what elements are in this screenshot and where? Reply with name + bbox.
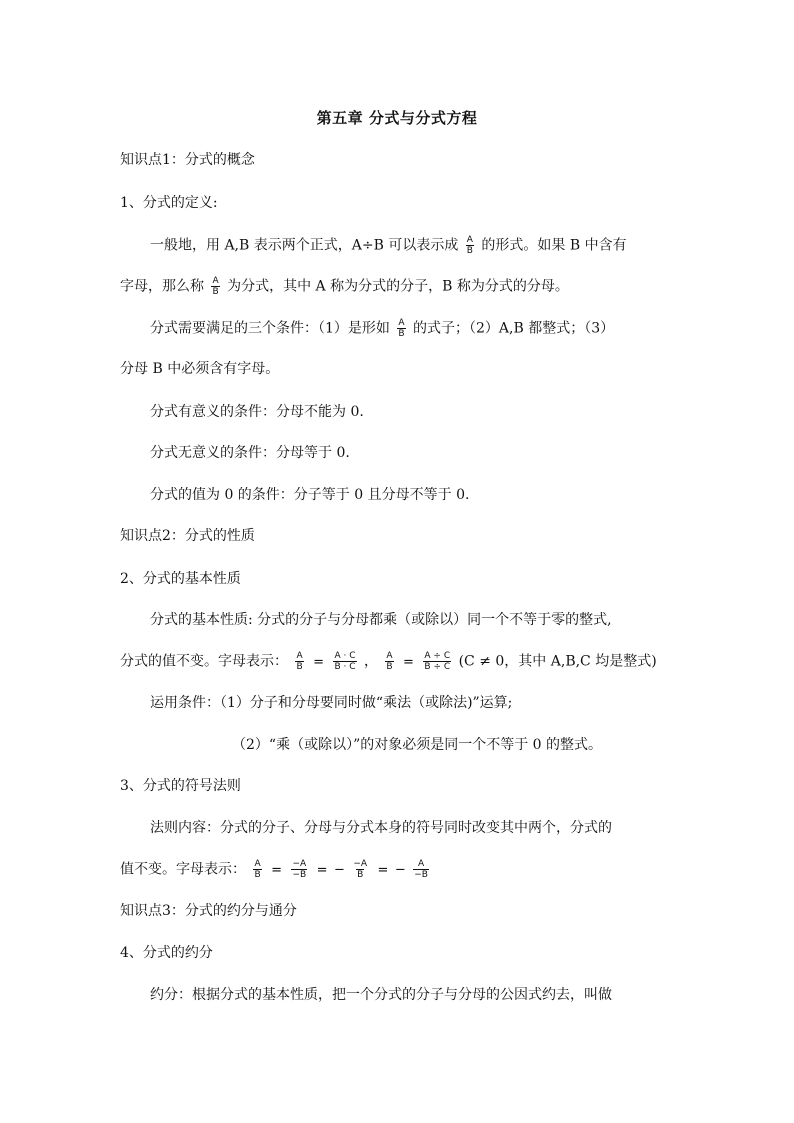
- paragraph-basic-property-line-2: [120, 651, 657, 673]
- minus-sign: −: [333, 862, 345, 878]
- numerator: −A: [353, 859, 368, 869]
- equals-sign: =: [377, 862, 389, 878]
- fraction-a-over-b: [253, 859, 261, 880]
- fraction-nega-over-b: [352, 859, 368, 880]
- denominator: B: [386, 662, 393, 672]
- paragraph-usage-condition-2: （2）“乘（或除以）”的对象必须是同一个不等于 0 的整式。: [232, 737, 603, 753]
- text-run: 字母，那么称: [120, 278, 204, 295]
- text-run: 值不变。字母表示：: [120, 861, 246, 878]
- fraction-a-over-b: [466, 235, 474, 256]
- numerator: A: [386, 651, 393, 661]
- equals-sign: =: [316, 862, 328, 878]
- equals-sign: =: [403, 654, 414, 670]
- subsection-heading-4: 4、分式的约分: [120, 945, 213, 961]
- numerator: A: [254, 859, 261, 869]
- paragraph-definition-line-1: [150, 235, 627, 256]
- fraction-a-over-b: [211, 276, 219, 297]
- text-run: (C ≠ 0，其中 A,B,C 均是整式): [458, 653, 657, 670]
- fraction-a-over-b: [385, 651, 393, 672]
- minus-sign: −: [394, 862, 406, 878]
- fraction-adc-over-bdc: [423, 651, 451, 672]
- paragraph-sign-rule-line-2: [120, 859, 432, 881]
- text-run: 为分式，其中 A 称为分式的分子，B 称为分式的分母。: [227, 278, 569, 295]
- numerator: A: [466, 235, 473, 245]
- section-heading-knowledge-2: 知识点2：分式的性质: [120, 528, 255, 544]
- text-run: 一般地，用 A,B 表示两个正式，A÷B 可以表示成: [150, 237, 459, 254]
- paragraph-usage-condition-1: 运用条件：（1）分子和分母要同时做“乘法（或除法)”运算;: [150, 695, 513, 711]
- comma: ，: [363, 653, 378, 670]
- paragraph-meaningless-condition: 分式无意义的条件：分母等于 0.: [150, 445, 350, 461]
- denominator: B ÷ C: [424, 662, 451, 672]
- text-run: 分式需要满足的三个条件：（1）是形如: [150, 320, 390, 337]
- numerator: A: [296, 651, 303, 661]
- fraction-a-over-b: [397, 318, 405, 339]
- denominator: B: [357, 870, 364, 880]
- denominator: −B: [414, 870, 428, 880]
- fraction-ac-over-bc: [333, 651, 356, 672]
- fraction-a-over-b: [295, 651, 303, 672]
- numerator: A: [398, 318, 405, 328]
- paragraph-basic-property-line-1: 分式的基本性质: 分式的分子与分母都乘（或除以）同一个不等于零的整式,: [150, 612, 612, 628]
- denominator: −B: [292, 870, 307, 880]
- denominator: B: [212, 287, 219, 297]
- text-run: 的式子；（2）A,B 都整式；（3）: [413, 320, 615, 337]
- denominator: B: [466, 246, 473, 256]
- page-title: 第五章 分式与分式方程: [316, 109, 478, 127]
- denominator: B · C: [334, 662, 356, 672]
- subsection-heading-1: 1、分式的定义:: [120, 195, 218, 211]
- paragraph-reduction-line-1: 约分：根据分式的基本性质，把一个分式的分子与分母的公因式约去，叫做: [150, 987, 612, 1003]
- paragraph-definition-line-2: [120, 276, 569, 297]
- paragraph-conditions-line-2: 分母 B 中必须含有字母。: [120, 361, 280, 377]
- section-heading-knowledge-3: 知识点3：分式的约分与通分: [120, 903, 297, 919]
- denominator: B: [296, 662, 303, 672]
- subsection-heading-3: 3、分式的符号法则: [120, 778, 241, 794]
- numerator: A: [417, 859, 425, 869]
- numerator: A ÷ C: [424, 651, 451, 661]
- numerator: A · C: [334, 651, 356, 661]
- paragraph-meaningful-condition: 分式有意义的条件：分母不能为 0.: [150, 404, 364, 420]
- paragraph-zero-value-condition: 分式的值为 0 的条件：分子等于 0 且分母不等于 0.: [150, 487, 470, 503]
- numerator: A: [212, 276, 219, 286]
- paragraph-conditions-line-1: [150, 318, 614, 339]
- denominator: B: [254, 870, 261, 880]
- fraction-a-over-negb: [413, 859, 429, 880]
- denominator: B: [398, 329, 405, 339]
- text-run: 的形式。如果 B 中含有: [481, 237, 627, 254]
- numerator: −A: [292, 859, 307, 869]
- subsection-heading-2: 2、分式的基本性质: [120, 571, 241, 587]
- paragraph-sign-rule-line-1: 法则内容：分式的分子、分母与分式本身的符号同时改变其中两个，分式的: [150, 820, 612, 836]
- text-run: 分式的值不变。字母表示：: [120, 653, 288, 670]
- equals-sign: =: [313, 654, 324, 670]
- equals-sign: =: [271, 862, 282, 878]
- section-heading-knowledge-1: 知识点1：分式的概念: [120, 152, 255, 168]
- fraction-nega-over-negb: [291, 859, 307, 880]
